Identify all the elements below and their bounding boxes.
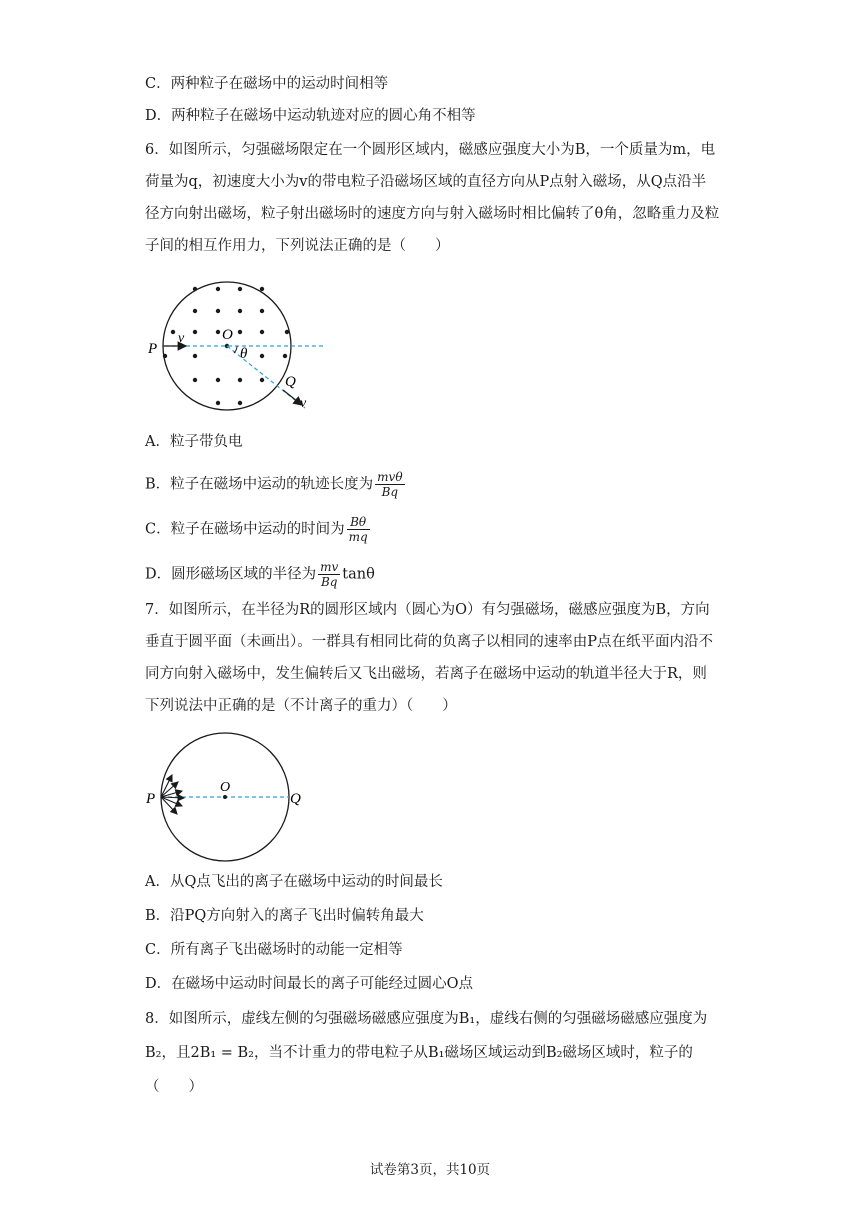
- velocity-fan: [161, 775, 184, 814]
- label-q: Q: [290, 791, 301, 807]
- q6-option-a: A．粒子带负电: [145, 434, 243, 450]
- option-c-prev: C．两种粒子在磁场中的运动时间相等: [145, 76, 389, 92]
- q7-option-b: B．沿PQ方向射入的离子飞出时偏转角最大: [145, 908, 424, 924]
- q6-option-c-fraction: [347, 515, 370, 544]
- q6-option-b: [145, 470, 407, 499]
- q6-option-d-fraction: [318, 560, 340, 589]
- fraction-numerator: Bθ: [347, 515, 370, 530]
- q7-option-c: C．所有离子飞出磁场时的动能一定相等: [145, 942, 403, 958]
- q6-option-d-text: D．圆形磁场区域的半径为: [145, 566, 317, 583]
- fraction-numerator: mv: [320, 560, 339, 574]
- q6-option-c: [145, 515, 372, 544]
- label-theta: θ: [240, 346, 248, 362]
- fraction-denominator: Bq: [381, 485, 399, 499]
- q6-option-b-text: B．粒子在磁场中运动的轨迹长度为: [145, 476, 374, 493]
- q6-figure: [140, 275, 340, 420]
- label-v-in: v: [178, 331, 185, 346]
- q8-stem: 8．如图所示，虚线左侧的匀强磁场磁感应强度为B₁，虚线右侧的匀强磁场磁感应强度为B₂，且2B₁ = B₂，当不计重力的带电粒子从B₁磁场区域运动到B₂磁场区域时，粒子的（ ）: [145, 1011, 708, 1095]
- q7-stem: 7．如图所示，在半径为R的圆形区域内（圆心为O）有匀强磁场，磁感应强度为B，方向垂直于圆平面（未画出）。一群具有相同比荷的负离子以相同的速率由P点在纸平面内沿不同方向射入磁场中，发生偏转后又飞出磁场，若离子在磁场中运动的轨道半径大于R，则下列说法中正确的是（不计离子的重力）（ ）: [145, 602, 714, 714]
- page-footer: 试卷第3页，共10页: [369, 1162, 491, 1178]
- label-o: O: [220, 780, 231, 795]
- q6-option-d: [145, 560, 375, 589]
- fraction-denominator: mq: [348, 530, 368, 544]
- label-p: P: [146, 791, 156, 807]
- label-q: Q: [285, 374, 296, 390]
- label-p: P: [148, 341, 158, 357]
- q6-option-c-text: C．粒子在磁场中运动的时间为: [145, 521, 345, 538]
- fraction-numerator: mvθ: [377, 470, 403, 484]
- q7-option-a: A．从Q点飞出的离子在磁场中运动的时间最长: [145, 874, 443, 890]
- q7-figure: [140, 730, 320, 865]
- label-o: O: [222, 327, 233, 343]
- option-d-prev: D．两种粒子在磁场中运动轨迹对应的圆心角不相等: [145, 108, 476, 124]
- fraction-denominator: Bq: [320, 575, 338, 589]
- q6-option-b-fraction: [375, 470, 404, 499]
- q6-stem: 6．如图所示，匀强磁场限定在一个圆形区域内，磁感应强度大小为B，一个质量为m，电荷量为q，初速度大小为v的带电粒子沿磁场区域的直径方向从P点射入磁场，从Q点沿半径方向射出磁场，粒子射出磁场时的速度方向与射入磁场时相比偏转了θ角，忽略重力及粒子间的相互作用力，下列说法正确的是（ ）: [145, 142, 720, 254]
- q6-option-d-suffix: tanθ: [342, 566, 375, 583]
- label-v-out: v: [300, 396, 307, 411]
- q7-option-d: D．在磁场中运动时间最长的离子可能经过圆心O点: [145, 976, 474, 992]
